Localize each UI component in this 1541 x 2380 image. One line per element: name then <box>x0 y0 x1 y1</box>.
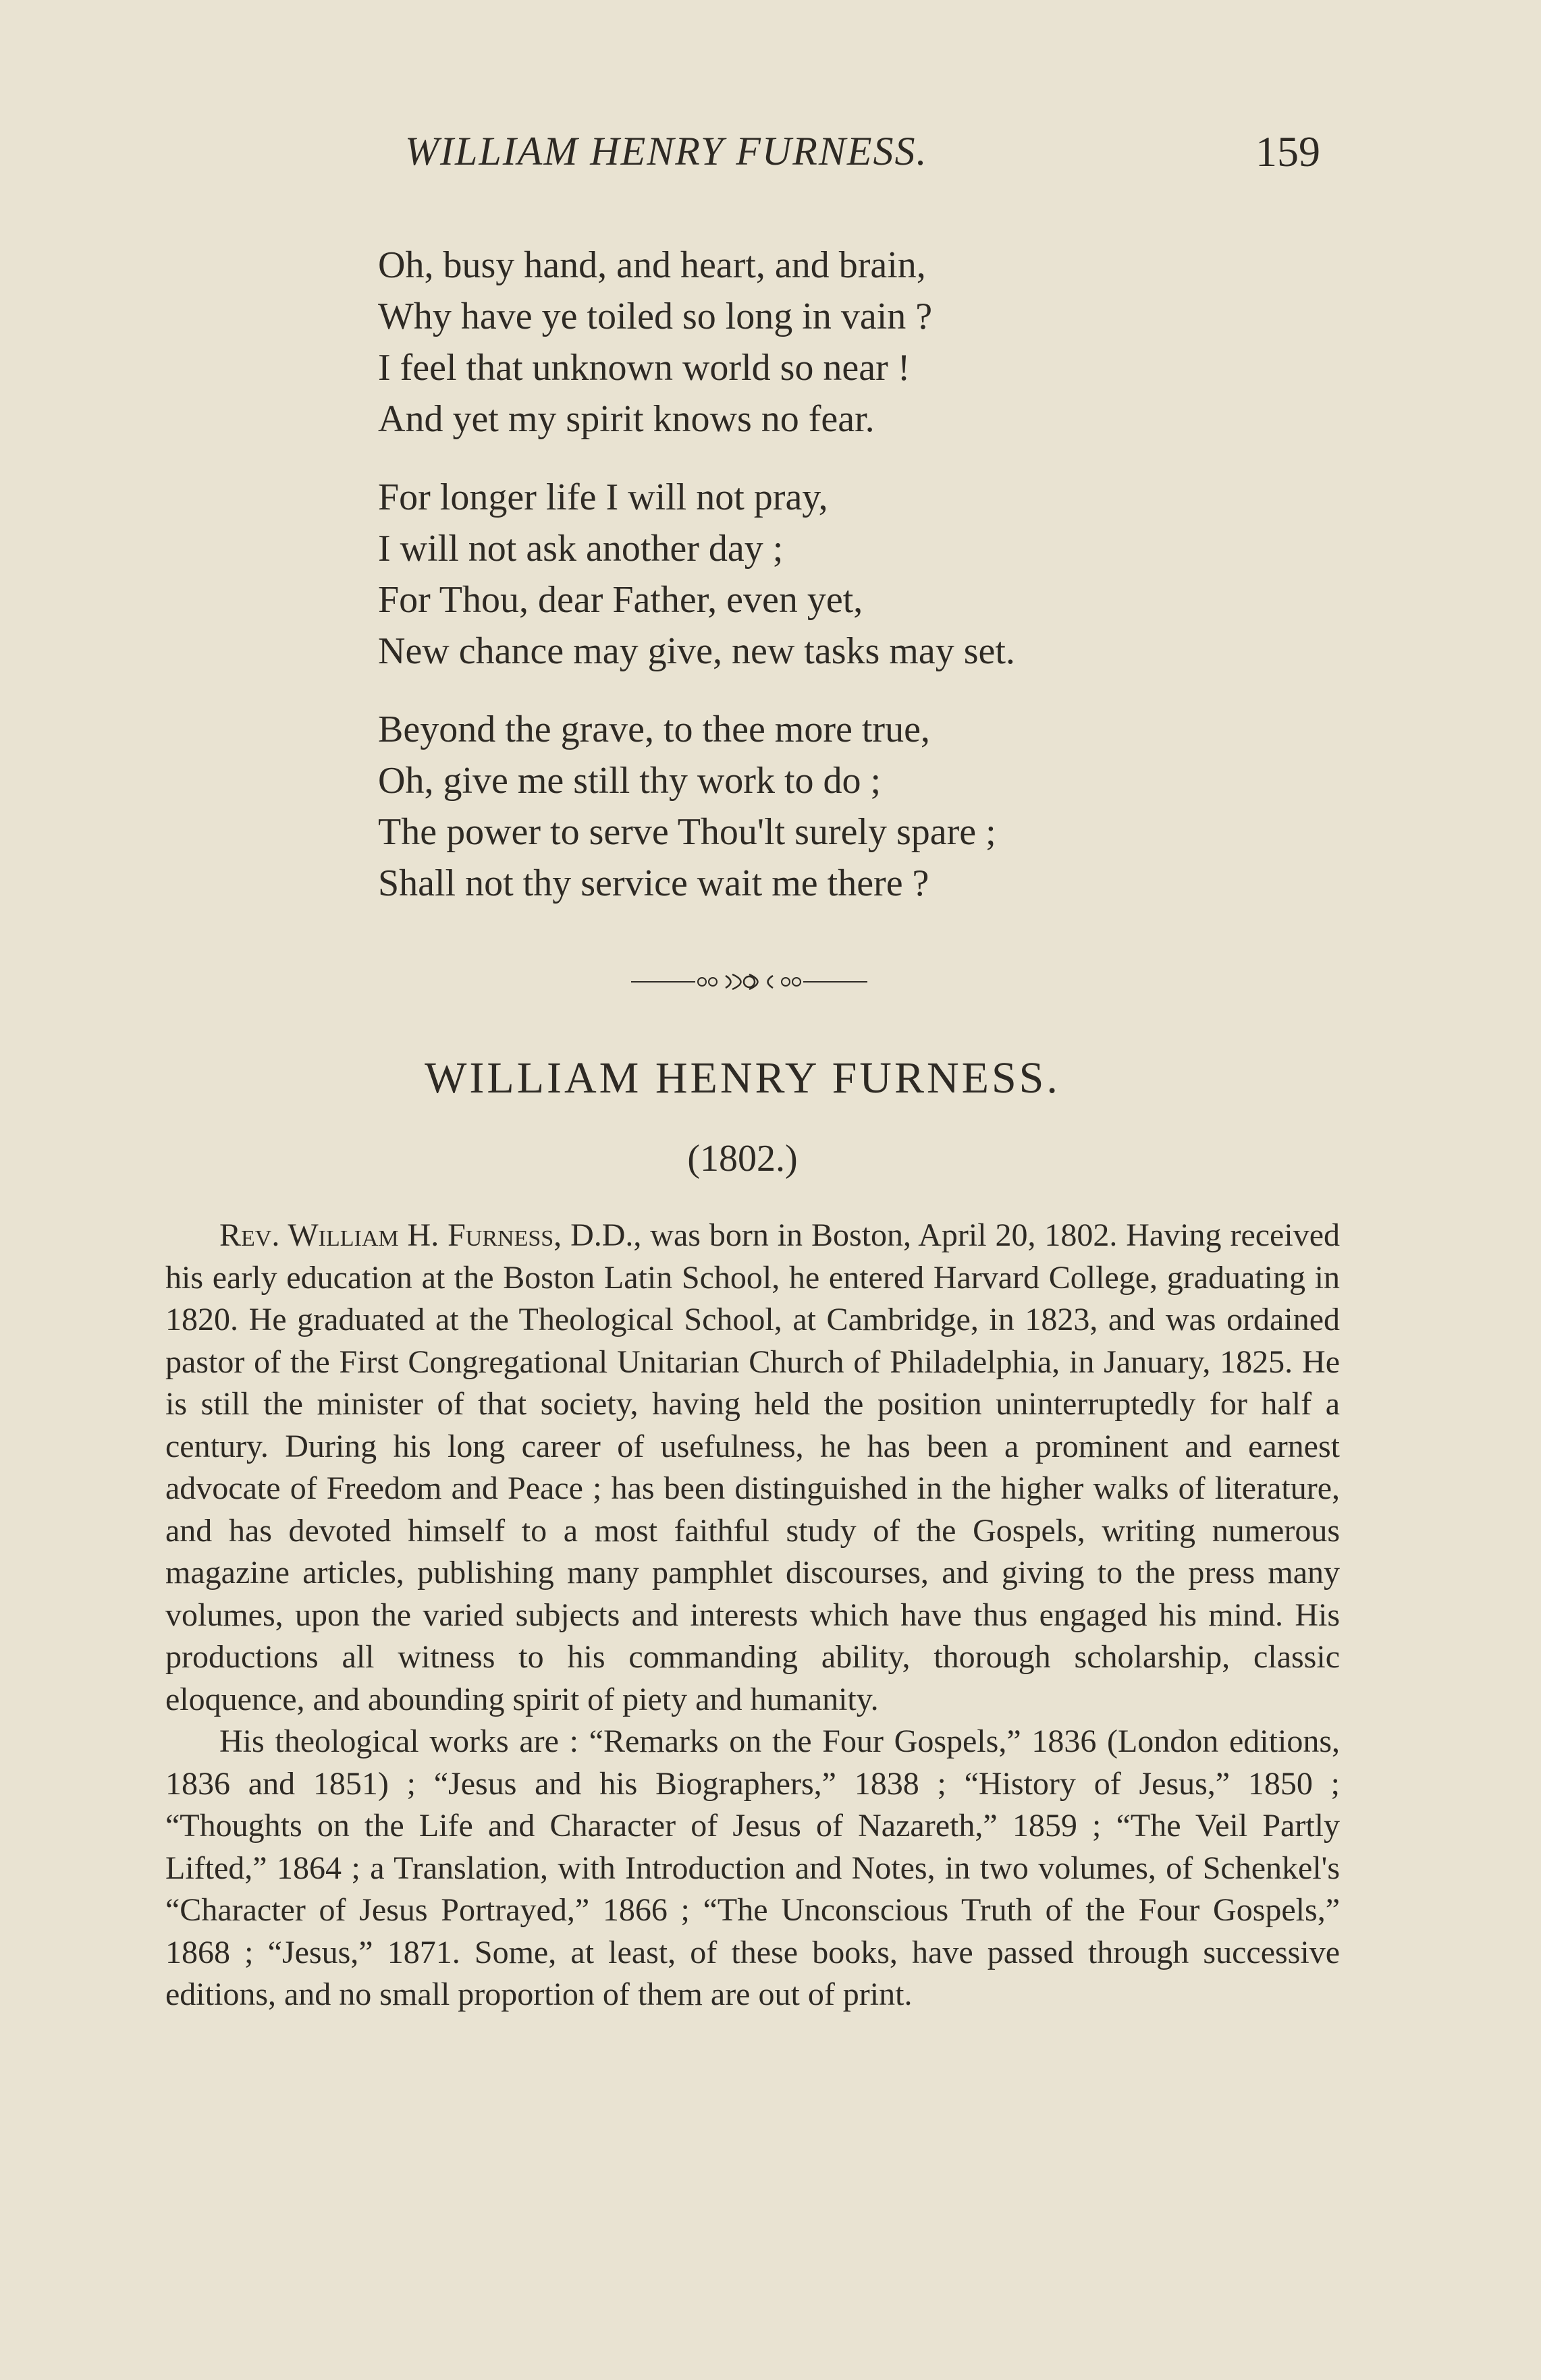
ornament-divider-icon <box>631 972 867 992</box>
author-name-lead: Rev. William H. Furness <box>219 1217 554 1253</box>
poem-stanza <box>378 472 1015 677</box>
poem-line: Shall not thy service wait me there ? <box>378 862 929 904</box>
poem-stanza <box>378 240 1015 445</box>
poem-line: New chance may give, new tasks may set. <box>378 630 1015 672</box>
poem-line: And yet my spirit knows no fear. <box>378 398 875 440</box>
author-dates: (1802.) <box>687 1138 798 1180</box>
biography-paragraph: His theological works are : “Remarks on the Four Gospels,” 1836 (London editions, 1836 and 1851) ; “Jesus and his Biographers,” 1838 ; “History of Jesus,” 1850 ; “Thoughts on the Life and Character of Jesus of Nazareth,” 1859 ; “The Veil Partly Lifted,” 1864 ; a Translation, with Introduction and Notes, in two volumes, of Schenkel's “Character of Jesus Portrayed,” 1866 ; “The Unconscious Truth of the Four Gospels,” 1868 ; “Jesus,” 1871. Some, at least, of these books, have passed through successive editions, and no small proportion of them are out of print. <box>165 1723 1340 2012</box>
poem-line: Beyond the grave, to thee more true, <box>378 709 930 750</box>
running-head: WILLIAM HENRY FURNESS. <box>405 129 928 173</box>
section-title: WILLIAM HENRY FURNESS. <box>425 1053 1060 1103</box>
poem-line: Oh, give me still thy work to do ; <box>378 760 882 802</box>
poem-line: The power to serve Thou'lt surely spare ; <box>378 811 996 853</box>
poem-stanza <box>378 704 1015 909</box>
paragraph-body: , D.D., was born in Boston, April 20, 1802. Having received his early education at the Boston Latin School, he entered Harvard College, graduating in 1820. He graduated at the Theological School, at Cambridge, in 1823, and was ordained pastor of the First Congregational Unitarian Church of Philadelphia, in January, 1825. He is still the minister of that society, having held the position uninterruptedly for half a century. During his long career of usefulness, he has been a prominent and earnest advocate of Freedom and Peace ; has been distinguished in the higher walks of literature, and has devoted himself to a most faithful study of the Gospels, writing numerous magazine articles, publishing many pamphlet discourses, and giving to the press many volumes, upon the varied subjects and interests which have thus engaged his mind. His productions all witness to his commanding ability, thorough scholarship, classic eloquence, and abounding spirit of piety and humanity. <box>165 1217 1340 1717</box>
poem-line: I feel that unknown world so near ! <box>378 347 911 389</box>
poem-line: Oh, busy hand, and heart, and brain, <box>378 244 926 286</box>
poem-line: I will not ask another day ; <box>378 528 784 570</box>
poem-line: For longer life I will not pray, <box>378 476 828 518</box>
page-number: 159 <box>1255 128 1320 175</box>
biography-paragraph <box>165 1215 1340 1721</box>
poem <box>378 240 1015 936</box>
poem-line: Why have ye toiled so long in vain ? <box>378 296 933 337</box>
biography-text <box>165 1215 1340 2016</box>
poem-line: For Thou, dear Father, even yet, <box>378 579 863 621</box>
